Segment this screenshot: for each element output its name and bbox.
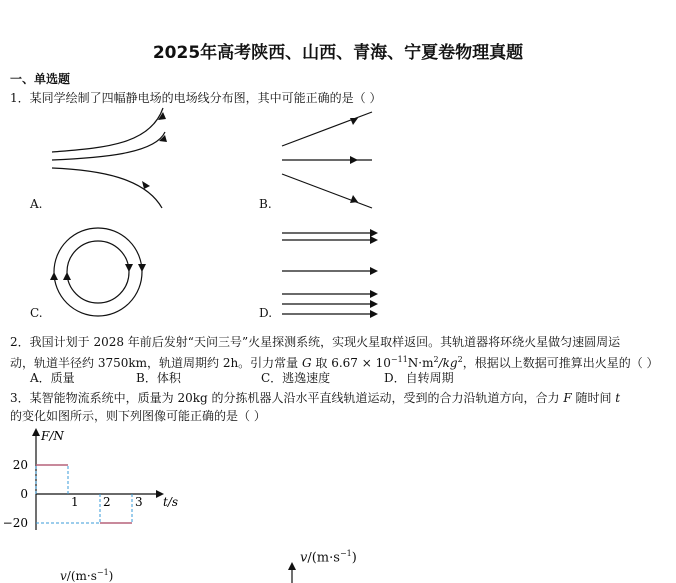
x-tick-label: 3 <box>135 495 143 509</box>
question-3-line-1: 3．某智能物流系统中，质量为 20kg 的分拣机器人沿水平直线轨道运动，受到的合力沿轨道方向，合力 F 随时间 t <box>10 391 621 405</box>
question-3-line-2: 的变化如图所示，则下列图像可能正确的是（ ） <box>10 409 266 423</box>
y-tick-label: 20 <box>12 458 28 472</box>
option-b-label: B. <box>259 197 272 211</box>
force-time-chart <box>0 420 200 540</box>
figure-d-field-lines <box>282 228 382 318</box>
y-tick-label: 0 <box>20 487 28 501</box>
question-2-choice-d: D．自转周期 <box>384 371 454 385</box>
v-graph-right-label: $v/(m\cdot s^{-1})$ <box>300 549 357 566</box>
figure-c-field-lines <box>50 228 160 318</box>
option-c-label: C. <box>30 306 43 320</box>
y-tick-label: −20 <box>2 516 28 530</box>
y-axis-arrow <box>32 428 40 436</box>
option-a-label: A. <box>30 197 43 211</box>
x-axis-label: t/s <box>163 495 179 509</box>
question-2-choice-b: B．体积 <box>136 371 181 385</box>
question-1-stem: 1．某同学绘制了四幅静电场的电场线分布图，其中可能正确的是（ ） <box>10 91 382 105</box>
question-2-line-1: 2．我国计划于 2028 年前后发射“天问三号”火星探测系统，实现火星取样返回。其轨道器将环绕火星做匀速圆周运 <box>10 335 621 349</box>
figure-b-field-lines <box>280 110 380 210</box>
v-graph-left-label: $v/(m\cdot s^{-1})$ <box>60 568 114 583</box>
x-tick-label: 2 <box>103 495 111 509</box>
question-2-choice-c: C．逃逸速度 <box>261 371 331 385</box>
page-title: 2025年高考陕西、山西、青海、宁夏卷物理真题 <box>152 43 524 63</box>
figure-a-field-lines <box>40 108 180 210</box>
x-tick-label: 1 <box>71 495 79 509</box>
question-2-choice-a: A．质量 <box>30 371 75 385</box>
question-2-line-2: 动，轨道半径约 3750km，轨道周期约 2h。引力常量 G 取 $6.67 \times 10^{-11}N\cdot m^2/kg^2$，根据以上数据可推算出火星的（ ） <box>10 355 659 370</box>
option-d-label: D. <box>259 306 273 320</box>
y-axis-label: F/N <box>41 429 64 443</box>
section-heading: 一、单选题 <box>10 72 71 86</box>
